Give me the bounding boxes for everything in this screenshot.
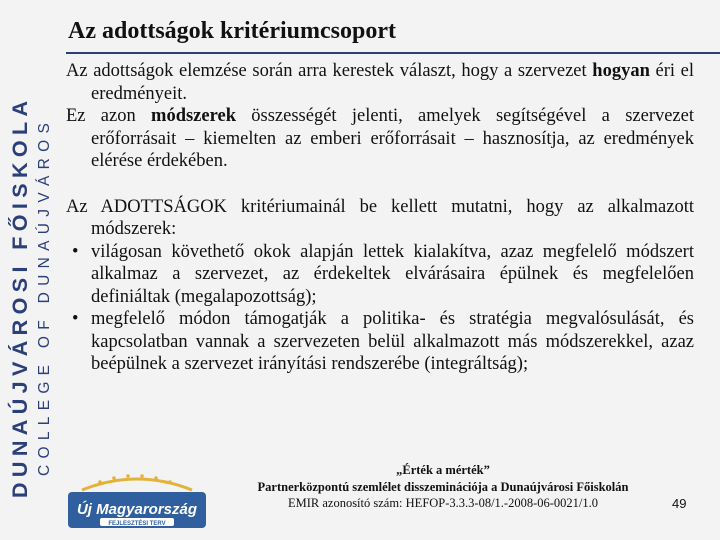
title-divider — [66, 52, 720, 54]
footer-project: Partnerközpontú szemlélet disszeminációja a Dunaújvárosi Főiskolán — [257, 479, 629, 494]
college-sidebar — [0, 0, 62, 540]
college-name-english: COLLEGE OF DUNAÚJVÁROS — [36, 116, 53, 476]
svg-text:Új Magyarország: Új Magyarország — [76, 501, 198, 518]
list-item: • megfelelő módon támogatják a politika- és stratégia megvalósulását, és kapcsolatban vannak a szervezeten belül alkalmazott más módszerekkel, azaz beépülnek a szervezet irányítási rendszerébe (integráltság); — [72, 309, 694, 374]
footer-project-id: EMIR azonosító szám: HEFOP-3.3.3-08/1.-2008-06-0021/1.0 — [287, 496, 599, 510]
footer-motto: „Érték a mérték” — [396, 463, 490, 477]
list-item: • világosan követhető okok alapján lettek kialakítva, azaz megfelelő módszert alkalmaz a szervezet, az érdekeltek elvárásaira épülnek és megfelelően definiáltak (megalapozottság); — [72, 241, 694, 307]
paragraph-how: Az adottságok elemzése során arra kerestek választ, hogy a szervezet hogyan éri el eredményeit. — [66, 61, 694, 104]
paragraph-criteria: Az ADOTTSÁGOK kritériumainál be kellett mutatni, hogy az alkalmazott módszerek: — [66, 196, 694, 239]
footer — [218, 462, 668, 512]
college-name-hungarian: DUNAÚJVÁROSI FŐISKOLA — [8, 95, 32, 498]
slide-title: Az adottságok kritériumcsoport — [68, 18, 396, 44]
svg-text:FEJLESZTÉSI TERV: FEJLESZTÉSI TERV — [108, 521, 166, 527]
criteria-list — [66, 241, 694, 376]
slide-body — [66, 60, 694, 376]
paragraph-methods: Ez azon módszerek összességét jelenti, amelyek segítségével a szervezet erőforrásait – kiemelten az emberi erőforrásait – hasznosítja, az eredmények elérése érdekében. — [66, 106, 694, 171]
bullet-icon: • — [72, 309, 79, 329]
uj-magyarorszag-logo — [62, 470, 212, 536]
bullet-icon: • — [72, 241, 79, 262]
page-number: 49 — [672, 496, 687, 511]
